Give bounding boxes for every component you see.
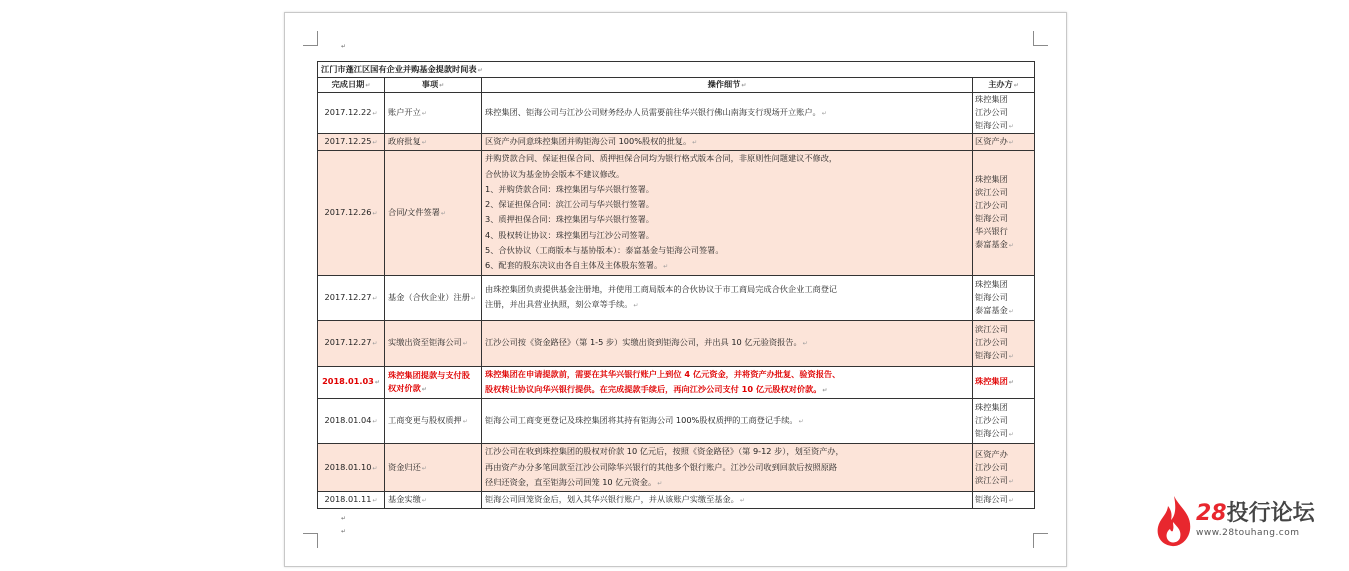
detail-line: 江沙公司按《资金路径》（第 1-5 步）实缴出资到钜海公司，并出具 10 亿元验资报告。↵ <box>485 337 808 348</box>
flame-icon <box>1154 494 1194 548</box>
row-date: 2017.12.22↵ <box>318 93 385 134</box>
organizer-name: 钜海公司 <box>975 213 1008 224</box>
logo-url: www.28touhang.com <box>1196 528 1300 538</box>
row-item: 实缴出资至钜海公司↵ <box>385 320 482 366</box>
detail-line: 并购贷款合同、保证担保合同、质押担保合同均为银行格式版本合同，非原则性问题建议不修改， <box>485 153 838 164</box>
detail-line: 珠控集团、钜海公司与江沙公司财务经办人员需要前往华兴银行佛山南海支行现场开立账户。↵ <box>485 106 827 117</box>
organizer-name: 珠控集团↵ <box>975 376 1014 387</box>
organizer-name: 泰富基金↵ <box>975 239 1014 250</box>
document-page <box>284 12 1067 567</box>
crop-mark-top-right <box>1033 31 1048 46</box>
row-date: 2018.01.03↵ <box>318 366 385 399</box>
row-date: 2017.12.26↵ <box>318 151 385 275</box>
row-detail <box>482 444 973 492</box>
row-item: 工商变更与股权质押↵ <box>385 399 482 444</box>
logo-title: 28投行论坛 <box>1196 501 1315 526</box>
detail-line: 钜海公司回笼资金后，划入其华兴银行账户，并从该账户实缴至基金。↵ <box>485 494 745 505</box>
paragraph-mark: ↵ <box>341 515 347 522</box>
organizer-name: 钜海公司↵ <box>975 350 1014 361</box>
detail-line: 珠控集团在申请提款前，需要在其华兴银行账户上到位 4 亿元资金，并将资产办批复、验资报告、 <box>485 368 841 379</box>
row-date: 2018.01.10↵ <box>318 444 385 492</box>
table-row <box>318 444 1035 492</box>
crop-mark-bottom-right <box>1033 533 1048 548</box>
row-date: 2018.01.11↵ <box>318 492 385 509</box>
organizer-name: 钜海公司↵ <box>975 120 1014 130</box>
organizer-name: 江沙公司 <box>975 337 1008 348</box>
row-detail <box>482 320 973 366</box>
organizer-name: 钜海公司 <box>975 291 1008 302</box>
header-item: 事项↵ <box>385 78 482 93</box>
paragraph-mark: ↵ <box>341 43 347 50</box>
detail-line: 6、配套的股东决议由各自主体及主体股东签署。↵ <box>485 260 669 271</box>
detail-line: 江沙公司在收到珠控集团的股权对价款 10 亿元后，按照《资金路径》（第 9-12 步），划至资产办， <box>485 446 844 457</box>
organizer-name: 泰富基金↵ <box>975 304 1014 315</box>
paragraph-mark: ↵ <box>341 528 347 535</box>
row-detail <box>482 492 973 509</box>
detail-line: 2、保证担保合同：滨江公司与华兴银行签署。 <box>485 199 654 210</box>
row-organizers <box>973 320 1035 366</box>
table-title: 江门市蓬江区国有企业并购基金提款时间表↵ <box>318 62 1035 78</box>
row-organizers <box>973 134 1035 151</box>
row-detail <box>482 134 973 151</box>
organizer-name: 江沙公司 <box>975 461 1008 472</box>
detail-line: 钜海公司工商变更登记及珠控集团将其持有钜海公司 100%股权质押的工商登记手续。↵ <box>485 415 804 426</box>
organizer-name: 江沙公司 <box>975 107 1008 117</box>
table-row <box>318 275 1035 320</box>
row-item: 账户开立↵ <box>385 93 482 134</box>
organizer-name: 江沙公司 <box>975 200 1008 211</box>
row-detail <box>482 93 973 134</box>
row-date: 2018.01.04↵ <box>318 399 385 444</box>
detail-line: 4、股权转让协议：珠控集团与江沙公司签署。 <box>485 229 654 240</box>
organizer-name: 区资产办↵ <box>975 136 1014 147</box>
row-item: 政府批复↵ <box>385 134 482 151</box>
crop-mark-top-left <box>303 31 318 46</box>
organizer-name: 珠控集团 <box>975 174 1008 185</box>
row-detail <box>482 366 973 399</box>
row-item: 合同/文件签署↵ <box>385 151 482 275</box>
header-detail: 操作细节↵ <box>482 78 973 93</box>
detail-line: 区资产办同意珠控集团并购钜海公司 100%股权的批复。↵ <box>485 136 698 146</box>
detail-line: 径归还资金，直至钜海公司回笼 10 亿元资金。↵ <box>485 476 663 487</box>
detail-line: 由珠控集团负责提供基金注册地，并使用工商局版本的合伙协议于市工商局完成合伙企业工商登记 <box>485 283 838 294</box>
organizer-name: 滨江公司↵ <box>975 474 1014 485</box>
table-row <box>318 93 1035 134</box>
site-logo <box>1152 494 1332 550</box>
header-date: 完成日期↵ <box>318 78 385 93</box>
organizer-name: 滨江公司 <box>975 324 1008 335</box>
organizer-name: 华兴银行 <box>975 226 1008 237</box>
row-organizers <box>973 399 1035 444</box>
organizer-name: 珠控集团 <box>975 402 1008 413</box>
row-detail <box>482 399 973 444</box>
table-row <box>318 366 1035 399</box>
row-date: 2017.12.27↵ <box>318 275 385 320</box>
row-organizers <box>973 275 1035 320</box>
schedule-table <box>317 61 1035 509</box>
row-item: 基金（合伙企业）注册↵ <box>385 275 482 320</box>
organizer-name: 区资产办 <box>975 448 1008 459</box>
crop-mark-bottom-left <box>303 533 318 548</box>
row-item: 资金归还↵ <box>385 444 482 492</box>
organizer-name: 滨江公司 <box>975 187 1008 198</box>
header-organizer: 主办方↵ <box>973 78 1035 93</box>
row-detail <box>482 275 973 320</box>
table-row <box>318 151 1035 275</box>
row-detail <box>482 151 973 275</box>
detail-line: 1、并购贷款合同：珠控集团与华兴银行签署。 <box>485 183 654 194</box>
table-row <box>318 320 1035 366</box>
row-organizers <box>973 444 1035 492</box>
row-date: 2017.12.25↵ <box>318 134 385 151</box>
table-row <box>318 492 1035 509</box>
detail-line: 股权转让协议向华兴银行提供。在完成提款手续后，再向江沙公司支付 10 亿元股权对价款。↵ <box>485 383 828 394</box>
row-organizers <box>973 492 1035 509</box>
row-date: 2017.12.27↵ <box>318 320 385 366</box>
organizer-name: 江沙公司 <box>975 415 1008 426</box>
detail-line: 注册，并出具营业执照，刻公章等手续。↵ <box>485 299 639 310</box>
row-item: 珠控集团提款与支付股权对价款↵ <box>385 366 482 399</box>
row-item: 基金实缴↵ <box>385 492 482 509</box>
organizer-name: 珠控集团 <box>975 94 1008 104</box>
row-organizers <box>973 151 1035 275</box>
table-row <box>318 399 1035 444</box>
detail-line: 合伙协议为基金协会版本不建议修改。 <box>485 168 625 179</box>
table-row <box>318 134 1035 151</box>
row-organizers <box>973 93 1035 134</box>
organizer-name: 钜海公司↵ <box>975 428 1014 439</box>
detail-line: 3、质押担保合同：珠控集团与华兴银行签署。 <box>485 214 654 225</box>
row-organizers <box>973 366 1035 399</box>
organizer-name: 钜海公司↵ <box>975 494 1014 505</box>
organizer-name: 珠控集团 <box>975 278 1008 289</box>
detail-line: 再由资产办分多笔回款至江沙公司除华兴银行的其他多个银行账户。江沙公司收到回款后按照原路 <box>485 461 838 472</box>
detail-line: 5、合伙协议（工商版本与基协版本）：泰富基金与钜海公司签署。 <box>485 245 724 256</box>
